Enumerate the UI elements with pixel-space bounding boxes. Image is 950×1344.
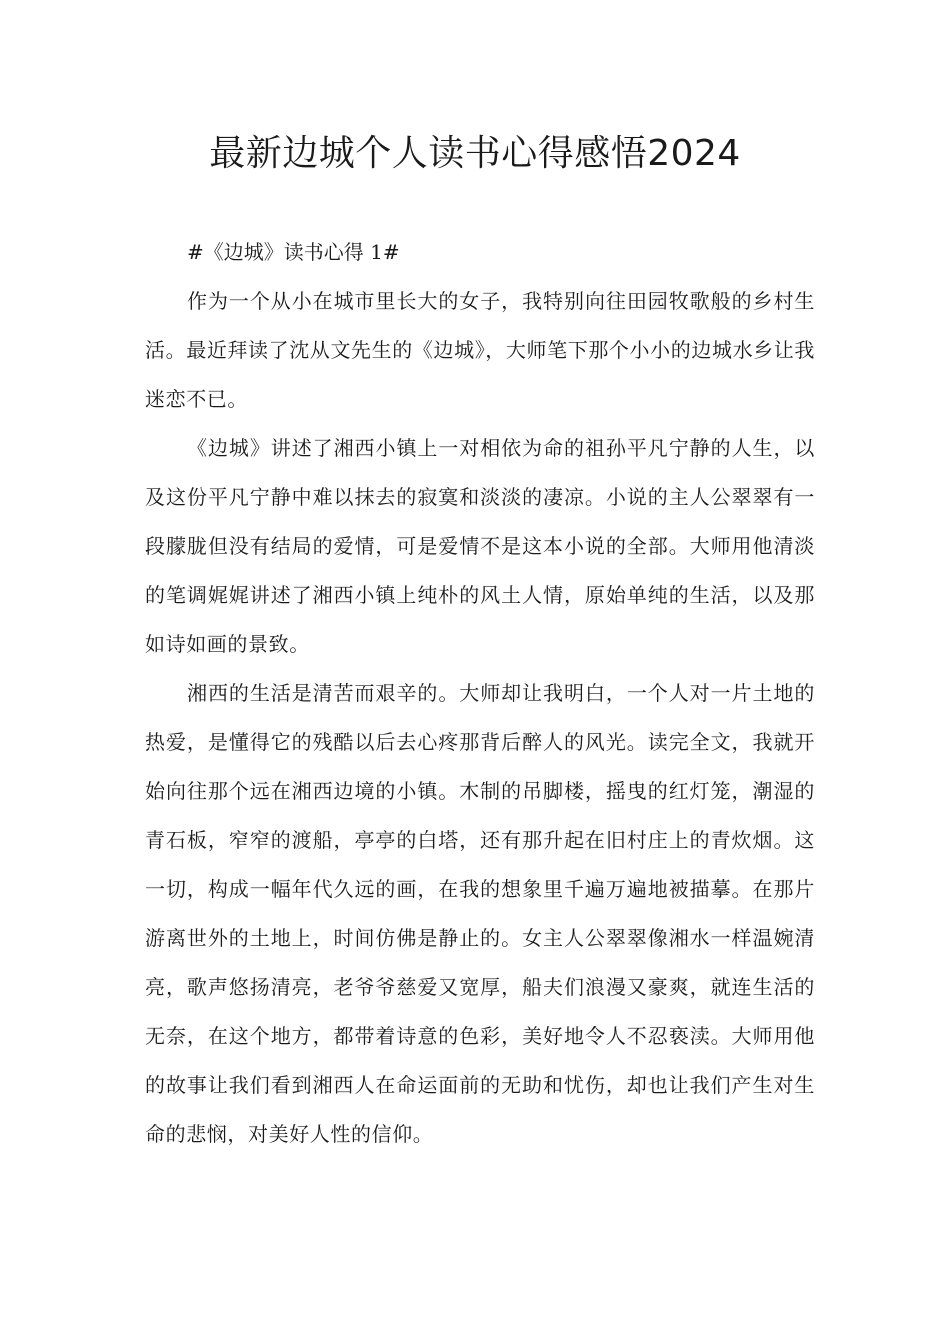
section-heading: #《边城》读书心得 1# [187, 240, 400, 264]
document-body [145, 228, 815, 1159]
paragraph-2: 《边城》讲述了湘西小镇上一对相依为命的祖孙平凡宁静的人生，以及这份平凡宁静中难以抹去的寂寞和淡淡的凄凉。小说的主人公翠翠有一段朦胧但没有结局的爱情，可是爱情不是这本小说的全部。大师用他清淡的笔调娓娓讲述了湘西小镇上纯朴的风土人情，原始单纯的生活，以及那如诗如画的景致。 [145, 436, 815, 656]
paragraph-1: 作为一个从小在城市里长大的女子，我特别向往田园牧歌般的乡村生活。最近拜读了沈从文先生的《边城》，大师笔下那个小小的边城水乡让我迷恋不已。 [145, 289, 815, 411]
paragraph-3: 湘西的生活是清苦而艰辛的。大师却让我明白，一个人对一片土地的热爱，是懂得它的残酷以后去心疼那背后醉人的风光。读完全文，我就开始向往那个远在湘西边境的小镇。木制的吊脚楼，摇曳的红灯笼，潮湿的青石板，窄窄的渡船，亭亭的白塔，还有那升起在旧村庄上的青炊烟。这一切，构成一幅年代久远的画，在我的想象里千遍万遍地被描摹。在那片游离世外的土地上，时间仿佛是静止的。女主人公翠翠像湘水一样温婉清亮，歌声悠扬清亮，老爷爷慈爱又宽厚，船夫们浪漫又豪爽，就连生活的无奈，在这个地方，都带着诗意的色彩，美好地令人不忍亵渎。大师用他的故事让我们看到湘西人在命运面前的无助和忧伤，却也让我们产生对生命的悲悯，对美好人性的信仰。 [145, 681, 815, 1146]
document-title: 最新边城个人读书心得感悟2024 [209, 133, 741, 174]
